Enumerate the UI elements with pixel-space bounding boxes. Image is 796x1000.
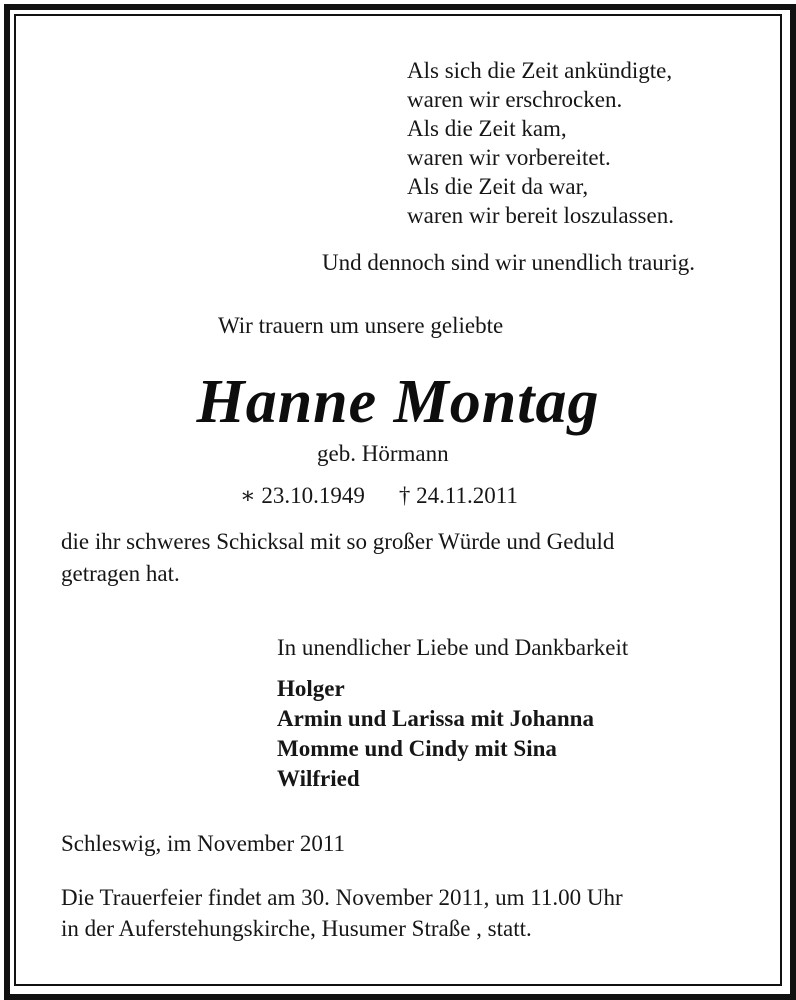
intro-line: Wir trauern um unsere geliebte (218, 313, 504, 338)
family-member: Holger (277, 676, 345, 701)
description-line: getragen hat. (61, 561, 180, 586)
poem-line: Als die Zeit da war, (407, 174, 589, 199)
family-member: Armin und Larissa mit Johanna (277, 706, 594, 731)
service-line: in der Auferstehungskirche, Husumer Straße , statt. (61, 916, 532, 941)
poem-line: waren wir erschrocken. (407, 87, 623, 112)
birth-date: ∗ 23.10.1949 (240, 483, 365, 508)
place-date: Schleswig, im November 2011 (61, 831, 346, 856)
death-date: † 24.11.2011 (398, 483, 518, 508)
service-line: Die Trauerfeier findet am 30. November 2011, um 11.00 Uhr (61, 885, 623, 910)
family-list (277, 674, 594, 794)
service-info (61, 883, 623, 945)
closing-line: Und dennoch sind wir unendlich traurig. (322, 250, 696, 275)
poem-line: waren wir bereit loszulassen. (407, 203, 674, 228)
farewell-line: In unendlicher Liebe und Dankbarkeit (277, 635, 629, 660)
life-dates (240, 481, 518, 510)
poem-line: waren wir vorbereitet. (407, 145, 611, 170)
poem-line: Als die Zeit kam, (407, 116, 567, 141)
poem (407, 56, 674, 230)
family-member: Momme und Cindy mit Sina (277, 736, 557, 761)
description (61, 527, 614, 591)
poem-line: Als sich die Zeit ankündigte, (407, 58, 673, 83)
description-line: die ihr schweres Schicksal mit so großer Würde und Geduld (61, 529, 615, 554)
family-member: Wilfried (277, 766, 360, 791)
maiden-name: geb. Hörmann (317, 441, 449, 466)
deceased-name: Hanne Montag (196, 368, 600, 436)
